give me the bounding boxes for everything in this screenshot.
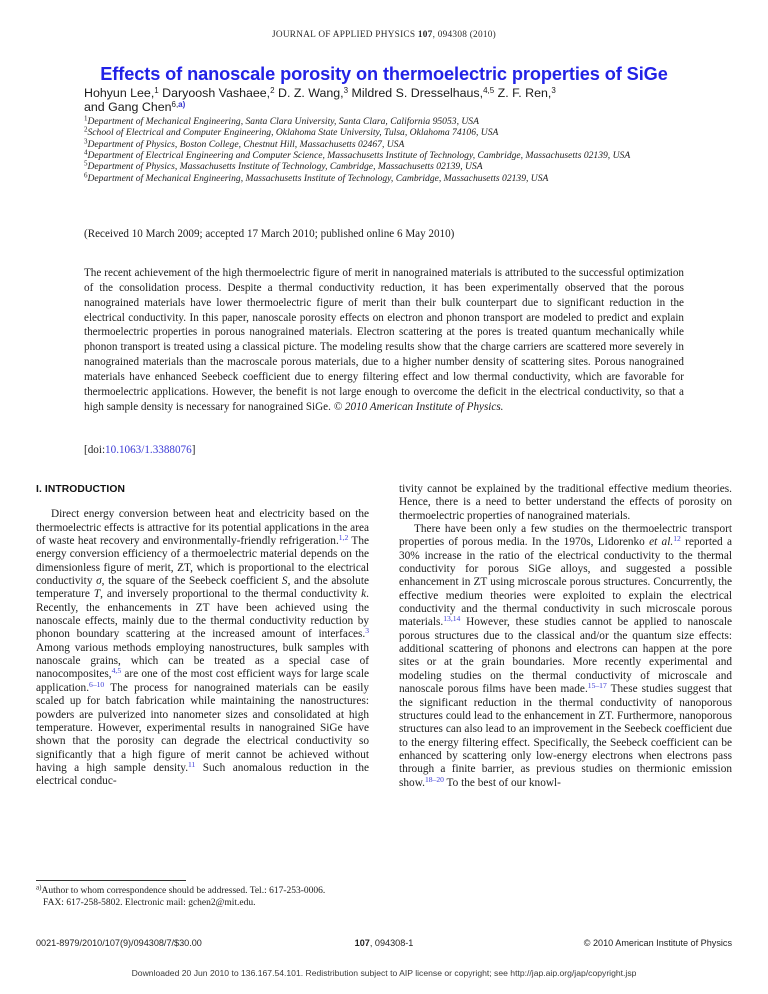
doi-line: [84, 444, 195, 456]
author-affiliation-marker: 3: [551, 85, 556, 95]
author-affiliation-marker: 3: [343, 85, 349, 95]
footnote-block: [36, 880, 369, 909]
author-list: [84, 86, 694, 115]
paragraph-text: , the square of the Seebeck coefficient: [101, 575, 282, 588]
section-heading-introduction: I. INTRODUCTION: [36, 484, 126, 495]
author-affiliation-marker: 2: [270, 85, 275, 95]
citation-ref[interactable]: 1,2: [338, 533, 349, 543]
citation-ref[interactable]: 3: [365, 626, 369, 636]
affiliation-marker: 3: [84, 137, 88, 146]
paragraph-text: Direct energy conversion between heat and electricity based on the thermoelectric effects is attractive for its potential applications in the area of waste heat recovery and environmentally-friendly refrigeration.: [36, 508, 369, 548]
affiliation-item: [84, 116, 699, 127]
footnote-line: FAX: 617-258-5802. Electronic mail: gchen2@mit.edu.: [43, 897, 256, 908]
paragraph-text: The energy conversion efficiency of a thermoelectric material depends on the dimensionless figure of merit, ZT, which is proportional to the electrical conductivity: [36, 535, 369, 588]
journal-running-head: [0, 30, 768, 40]
paragraph-text: reported a 30% increase in the ratio of the electrical conductivity to the thermal conductivity for porous SiGe alloys, and suggested a possible enhancement in ZT using microscale porous structures. Concurrently, the effective medium theories were exploited to explain the electrical conductivity and the thermal conductivity in such microscale porous materials.: [399, 536, 733, 629]
doi-prefix: [doi:: [84, 444, 106, 456]
copyright-notice: © 2010 American Institute of Physics: [583, 938, 732, 948]
paragraph-text: To the best of our knowl-: [443, 776, 561, 789]
paragraph-text: The process for nanograined materials can be easily scaled up for batch fabrication while maintaining the nanostructures: powders are pulverized into nanometer sizes and consolidated at high temperature. However, experimental results in nanograined SiGe have shown that the porosity can degrade the electrical conductivity so significantly that a high figure of merit cannot be achieved without having a high sample density.: [36, 681, 369, 774]
page-title: Effects of nanoscale porosity on thermoelectric properties of SiGe: [100, 64, 668, 85]
author-hohyun-lee: Hohyun Lee,: [84, 86, 155, 100]
affiliation-text: Department of Physics, Boston College, Chestnut Hill, Massachusetts 02467, USA: [87, 138, 405, 150]
body-column-right: [399, 483, 732, 790]
symbol-temperature: T: [93, 588, 101, 601]
affiliation-marker: 1: [84, 114, 88, 123]
affiliation-text: Department of Physics, Massachusetts Institute of Technology, Cambridge, Massachusetts 02139, USA: [87, 161, 483, 173]
journal-name: JOURNAL OF APPLIED PHYSICS: [271, 30, 416, 40]
author-dz-wang: D. Z. Wang,: [274, 86, 344, 100]
author-mildred-dresselhaus: Mildred S. Dresselhaus,: [348, 86, 484, 100]
paragraph-text: , and the absolute temperature: [36, 575, 369, 601]
paragraph-text: However, these studies cannot be applied to nanoscale porous structures due to the classical and/or the quantum size effects: additional scattering of phonons and electrons can happen at the pore sites or at the grain boundaries. More recently experimental and modeling studies on the thermal conductivity of microscale and nanoscale porous films have been made.: [399, 616, 732, 696]
author-zf-ren: Z. F. Ren,: [494, 86, 552, 100]
footnote-divider: [36, 880, 186, 881]
affiliation-text: School of Electrical and Computer Engineering, Oklahoma State University, Tulsa, Oklahoma 74106, USA: [87, 127, 499, 139]
paragraph-text: These studies suggest that the significant reduction in the thermal conductivity of nanoporous structures could lead to the enhancement in ZT. Furthermore, nanoporous structures can also lead to an improvement in the Seebeck coefficient due to the energy filtering effect. Specifically, the Seebeck coefficient can be enhanced by scattering only low-energy electrons when electrons pass through a finite barrier, as previous studies on thermionic emission show.: [399, 683, 733, 789]
affiliation-marker: 6: [84, 171, 88, 180]
citation-ref[interactable]: 15–17: [587, 681, 607, 691]
citation-ref[interactable]: 6–10: [89, 679, 105, 689]
affiliation-marker: 2: [84, 125, 88, 134]
affiliation-text: Department of Mechanical Engineering, Massachusetts Institute of Technology, Cambridge, Massachusetts 02139, USA: [87, 172, 549, 184]
author-affiliation-marker: 1: [154, 85, 159, 95]
affiliation-item: [84, 173, 699, 184]
paragraph: [36, 508, 369, 788]
paragraph-text: are one of the most cost efficient ways for large scale application.: [36, 668, 369, 694]
paragraph-text: Such anomalous reduction in the electrical conduc-: [36, 761, 369, 788]
affiliation-list: [84, 116, 699, 184]
abstract-text: The recent achievement of the high thermoelectric figure of merit in nanograined materials is attributed to the successful optimization of the consolidation process. Despite a thermal conductivity reduction, it has been experimentally observed that the porous nanograined materials have lower thermoelectric figure of merit than their bulk counterpart due to significant reduction in the electrical conductivity. In this paper, nanoscale porosity effects on electron and phonon transport are modeled to predict and explain thermoelectric properties in porous nanograined materials. Electron scattering at the pores is treated quantum mechanically while phonon transport is treated using a classical picture. The modeling results show that the charge carriers are scattered more severely in nanograined materials than the macroscale porous materials, due to a higher number density of scattering sites. Porous nanograined materials have enhanced Seebeck coefficient due to energy filtering effect and low thermal conductivity, which are favorable for thermoelectric applications. However, the benefit is not large enough to overcome the deficit in the electrical conductivity, so that a high sample density is necessary for nanograined SiGe.: [84, 267, 684, 413]
affiliation-item: [84, 150, 699, 161]
citation-ref[interactable]: 12: [673, 534, 681, 544]
affiliation-item: [84, 161, 699, 172]
affiliation-marker: 4: [84, 148, 88, 157]
affiliation-item: [84, 139, 699, 150]
author-daryoosh-vashaee: Daryoosh Vashaee,: [158, 86, 271, 100]
paragraph-text: There have been only a few studies on the thermoelectric transport properties of porous media. In the 1970s, Lidorenko: [399, 523, 732, 549]
body-column-left: [36, 483, 369, 789]
affiliation-text: Department of Mechanical Engineering, Santa Clara University, Santa Clara, California 95053, USA: [87, 116, 479, 127]
received-dates: (Received 10 March 2009; accepted 17 March 2010; published online 6 May 2010): [84, 228, 455, 240]
footnote-marker: a): [36, 883, 42, 892]
abstract-copyright: © 2010 American Institute of Physics.: [333, 400, 504, 413]
paragraph-text: tivity cannot be explained by the traditional effective medium theories. Hence, there is a need to better understand the effects of porosity on thermoelectric properties of nanograined materials.: [399, 483, 732, 522]
paragraph-text: . Recently, the enhancements in ZT have been achieved using the nanoscale effects, mainly due to the thermal conductivity reduction by phonon boundary scattering at the increased amount of interfaces.: [36, 588, 369, 641]
journal-article-number: , 094308 (2010): [432, 30, 496, 40]
issn-code: 0021-8979/2010/107(9)/094308/7/$30.00: [36, 938, 202, 948]
corresponding-author-footnote: [36, 883, 369, 909]
affiliation-text: Department of Electrical Engineering and Computer Science, Massachusetts Institute of Technology, Cambridge, Massachusetts 02139, USA: [87, 150, 631, 162]
symbol-conductivity: k: [361, 588, 367, 601]
symbol-sigma: σ: [96, 575, 102, 588]
affiliation-marker: 5: [84, 159, 88, 168]
author-gang-chen: and Gang Chen: [84, 100, 172, 115]
journal-volume: 107: [417, 30, 433, 40]
author-affiliation-marker: 6,: [171, 100, 179, 110]
abstract: [84, 266, 684, 414]
citation-ref[interactable]: 11: [188, 759, 196, 769]
download-notice: Downloaded 20 Jun 2010 to 136.167.54.101. Redistribution subject to AIP license or copyright; see http://jap.aip.org/jap/copyright.jsp: [131, 968, 637, 978]
doi-link[interactable]: 10.1063/1.3388076: [105, 444, 192, 456]
page-number: 107, 094308-1: [354, 938, 414, 948]
paragraph: [399, 483, 732, 523]
imprint-bar: [36, 938, 732, 952]
citation-ref[interactable]: 18–20: [424, 774, 444, 784]
affiliation-item: [84, 127, 699, 138]
citation-ref[interactable]: 4,5: [111, 666, 122, 676]
paragraph-text: , and inversely proportional to the thermal conductivity: [100, 588, 362, 601]
author-affiliation-marker: 4,5: [483, 85, 495, 95]
footnote-line: Author to whom correspondence should be addressed. Tel.: 617-253-0006.: [41, 886, 326, 896]
paragraph: [399, 523, 732, 790]
citation-ref[interactable]: 13,14: [443, 614, 461, 624]
et-al: et al.: [649, 536, 674, 549]
doi-suffix: ]: [191, 444, 196, 456]
paragraph-text: Among various methods employing nanostructures, bulk samples with nanoscale grains, which can be treated as a special case of nanocomposites,: [36, 641, 369, 681]
corresponding-author-marker[interactable]: a): [178, 100, 186, 110]
symbol-seebeck: S: [281, 575, 288, 588]
